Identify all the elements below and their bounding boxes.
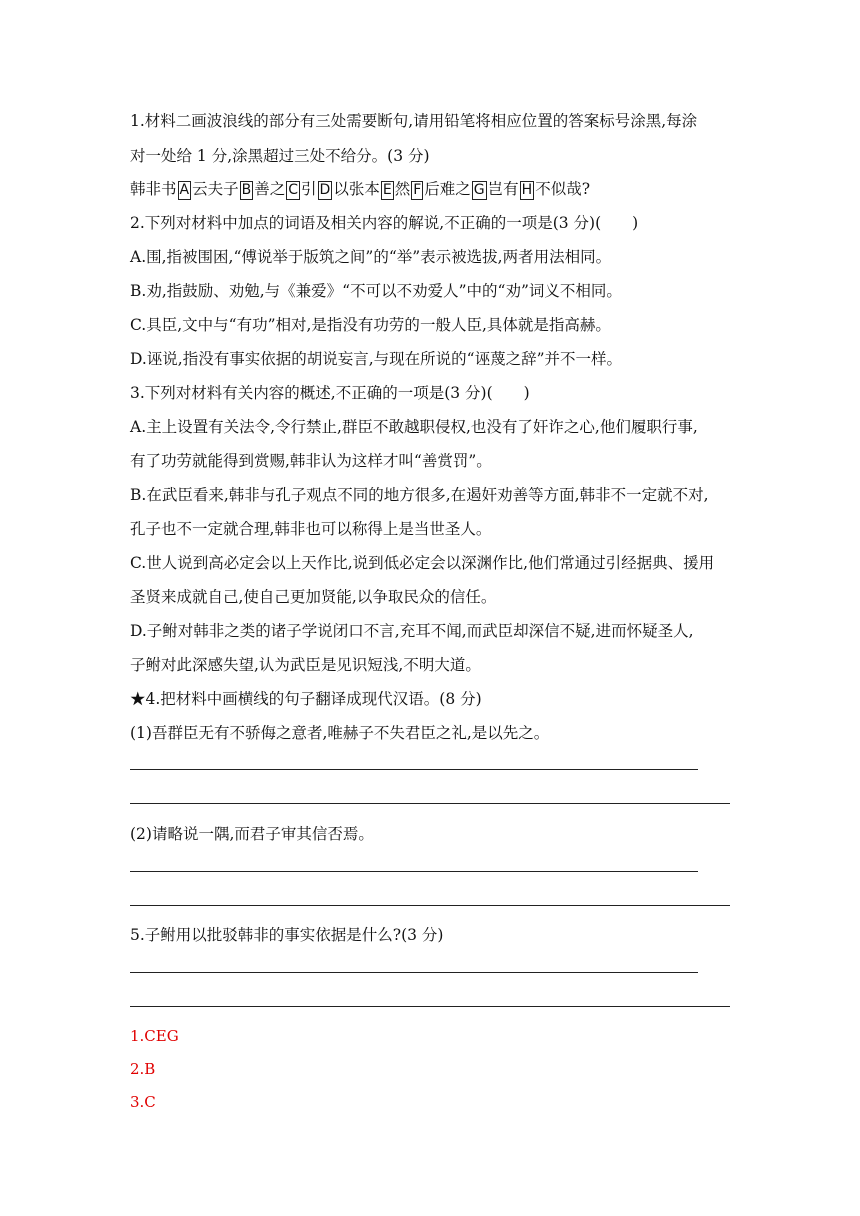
mark-box-b[interactable]: B: [241, 182, 252, 198]
segment: 然: [394, 180, 411, 198]
q2-option-b: B.劝,指鼓励、劝勉,与《兼爱》“不可以不劝爱人”中的“劝”词义不相同。: [130, 282, 622, 300]
q3-option-a-line2: 有了功劳就能得到赏赐,韩非认为这样才叫“善赏罚”。: [130, 452, 492, 470]
segment: 善之: [254, 180, 286, 198]
mark-box-d[interactable]: D: [319, 182, 331, 198]
q1-stem-line2: 对一处给 1 分,涂黑超过三处不给分。(3 分): [130, 147, 430, 165]
segment: 后难之: [424, 180, 471, 198]
answer-blank-line[interactable]: [130, 803, 730, 804]
answer-blank-line[interactable]: [130, 1006, 730, 1007]
q5-stem: 5.子鲋用以批驳韩非的事实依据是什么?(3 分): [130, 926, 444, 944]
q4-sentence-2: (2)请略说一隅,而君子审其信否焉。: [130, 825, 374, 843]
mark-box-h[interactable]: H: [521, 182, 533, 198]
q3-option-a-line1: A.主上设置有关法令,令行禁止,群臣不敢越职侵权,也没有了奸诈之心,他们履职行事,: [130, 418, 698, 436]
segment: 岂有: [487, 180, 519, 198]
answer-2: 2.B: [130, 1060, 156, 1078]
q3-option-d-line2: 子鲋对此深感失望,认为武臣是见识短浅,不明大道。: [130, 656, 481, 674]
q2-stem: 2.下列对材料中加点的词语及相关内容的解说,不正确的一项是(3 分)( ): [130, 214, 639, 232]
answer-blank-line[interactable]: [130, 905, 730, 906]
q4-stem: ★4.把材料中画横线的句子翻译成现代汉语。(8 分): [130, 690, 482, 708]
q2-option-d: D.诬说,指没有事实依据的胡说妄言,与现在所说的“诬蔑之辞”并不一样。: [130, 350, 623, 368]
segment: 引: [301, 180, 317, 198]
q3-stem: 3.下列对材料有关内容的概述,不正确的一项是(3 分)( ): [130, 384, 530, 402]
q3-option-c-line2: 圣贤来成就自己,使自己更加贤能,以争取民众的信任。: [130, 588, 497, 606]
mark-box-a[interactable]: A: [179, 182, 190, 198]
q3-option-b-line1: B.在武臣看来,韩非与孔子观点不同的地方很多,在遏奸劝善等方面,韩非不一定就不对,: [130, 486, 709, 504]
answer-1: 1.CEG: [130, 1027, 179, 1045]
q1-stem-line1: 1.材料二画波浪线的部分有三处需要断句,请用铅笔将相应位置的答案标号涂黑,每涂: [130, 112, 698, 130]
mark-box-f[interactable]: F: [413, 182, 422, 198]
q4-sentence-1: (1)吾群臣无有不骄侮之意者,唯赫子不失君臣之礼,是以先之。: [130, 724, 550, 742]
segment: 不似哉?: [535, 180, 590, 198]
answer-blank-line[interactable]: [130, 871, 698, 872]
q1-sentence-with-marks: [130, 178, 750, 200]
mark-box-e[interactable]: E: [382, 182, 392, 198]
segment: 以张本: [333, 180, 380, 198]
answer-blank-line[interactable]: [130, 972, 698, 973]
segment: 云夫子: [192, 180, 239, 198]
q3-option-c-line1: C.世人说到高必定会以上天作比,说到低必定会以深渊作比,他们常通过引经据典、援用: [130, 554, 715, 572]
answer-3: 3.C: [130, 1093, 156, 1111]
q3-option-b-line2: 孔子也不一定就合理,韩非也可以称得上是当世圣人。: [130, 520, 492, 538]
segment: 韩非书: [130, 180, 177, 198]
mark-box-g[interactable]: G: [473, 182, 485, 198]
q2-option-c: C.具臣,文中与“有功”相对,是指没有功劳的一般人臣,具体就是指高赫。: [130, 316, 611, 334]
mark-box-c[interactable]: C: [288, 182, 299, 198]
q2-option-a: A.围,指被围困,“傅说举于版筑之间”的“举”表示被选拔,两者用法相同。: [130, 248, 612, 266]
answer-blank-line[interactable]: [130, 769, 698, 770]
q3-option-d-line1: D.子鲋对韩非之类的诸子学说闭口不言,充耳不闻,而武臣却深信不疑,进而怀疑圣人,: [130, 622, 694, 640]
